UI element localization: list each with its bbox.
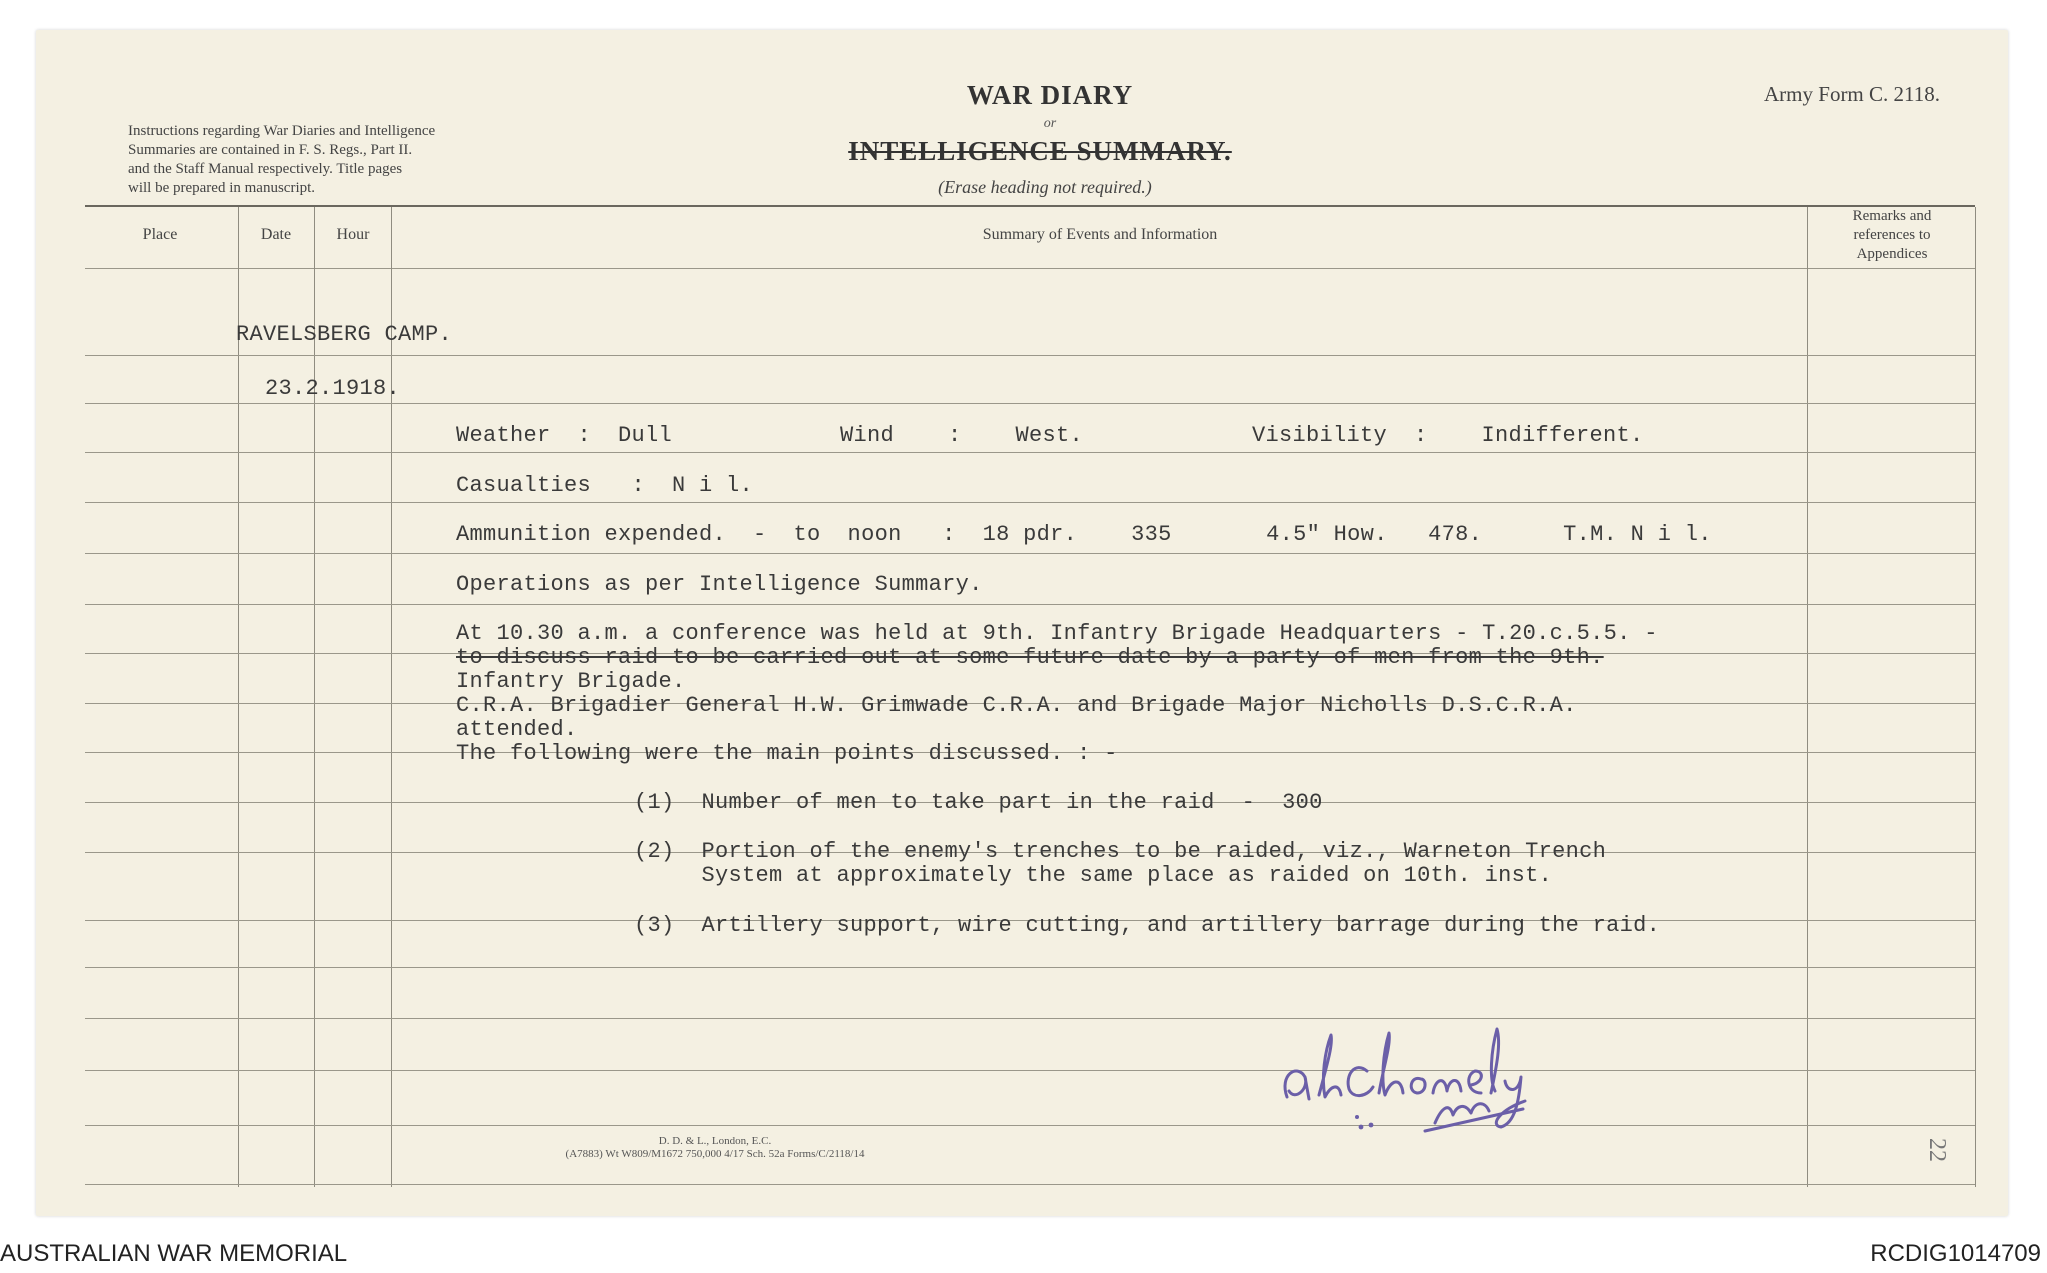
conference-line-1: At 10.30 a.m. a conference was held at 9th. Infantry Brigade Headquarters - T.20.c.5.5. - [456, 621, 1658, 646]
place-entry: RAVELSBERG CAMP. [236, 322, 453, 347]
point-2-line-1: (2) Portion of the enemy's trenches to be raided, viz., Warneton Trench [634, 839, 1607, 864]
point-2-line-2: System at approximately the same place as raided on 10th. inst. [634, 863, 1553, 888]
column-header-remarks: Remarks and references to Appendices [1852, 208, 1932, 262]
operations-entry: Operations as per Intelligence Summary. [456, 572, 983, 597]
column-header-date: Date [260, 226, 292, 243]
printer-imprint [475, 1135, 955, 1161]
page-title: WAR DIARY [966, 80, 1134, 110]
column-divider-hour [391, 207, 392, 1187]
conference-line-6: The following were the main points discussed. : - [456, 741, 1118, 766]
date-entry: 23.2.1918. [265, 376, 401, 401]
visibility-entry: Visibility : Indifferent. [1252, 423, 1644, 448]
page-number: 22 [1924, 1138, 1950, 1162]
reference-caption: RCDIG1014709 [1870, 1240, 2041, 1267]
column-header-place: Place [142, 226, 178, 243]
column-divider-summary [1807, 207, 1808, 1187]
erase-note: (Erase heading not required.) [938, 177, 1152, 197]
institution-caption: AUSTRALIAN WAR MEMORIAL [0, 1240, 348, 1267]
point-1: (1) Number of men to take part in the raid - 300 [634, 790, 1323, 815]
title-or: or [1043, 116, 1057, 131]
header-bottom-rule [85, 268, 1975, 269]
signature-image [1275, 1005, 1545, 1135]
column-divider-date [314, 207, 315, 1187]
conference-line-4: C.R.A. Brigadier General H.W. Grimwade C.R.A. and Brigade Major Nicholls D.S.C.R.A. [456, 693, 1577, 718]
casualties-entry: Casualties : N i l. [456, 473, 754, 498]
instructions-note: Instructions regarding War Diaries and Intelligence Summaries are contained in F. S. Regs., Part II. and the Staff Manual respectively. Title pages will be prepared in manuscript. [128, 123, 436, 196]
printer-line-1: D. D. & L., London, E.C. [658, 1135, 772, 1147]
struck-subtitle: INTELLIGENCE SUMMARY. [848, 136, 1232, 166]
column-header-summary: Summary of Events and Information [982, 226, 1218, 243]
printer-line-2: (A7883) Wt W809/M1672 750,000 4/17 Sch. 52a Forms/C/2118/14 [565, 1148, 865, 1160]
wind-entry: Wind : West. [840, 423, 1084, 448]
point-3: (3) Artillery support, wire cutting, and artillery barrage during the raid. [634, 913, 1661, 938]
column-divider-place [238, 207, 239, 1187]
form-number: Army Form C. 2118. [1764, 82, 1940, 106]
conference-line-2: to discuss raid to be carried out at some future date by a party of men from the 9th. [456, 645, 1604, 670]
ammunition-entry: Ammunition expended. - to noon : 18 pdr. 335 4.5" How. 478. T.M. N i l. [456, 522, 1712, 547]
table-top-rule [85, 205, 1975, 207]
table-right-edge [1975, 207, 1976, 1187]
column-header-hour: Hour [336, 226, 370, 243]
weather-entry: Weather : Dull [456, 423, 673, 448]
conference-line-5: attended. [456, 717, 578, 742]
conference-line-3: Infantry Brigade. [456, 669, 686, 694]
